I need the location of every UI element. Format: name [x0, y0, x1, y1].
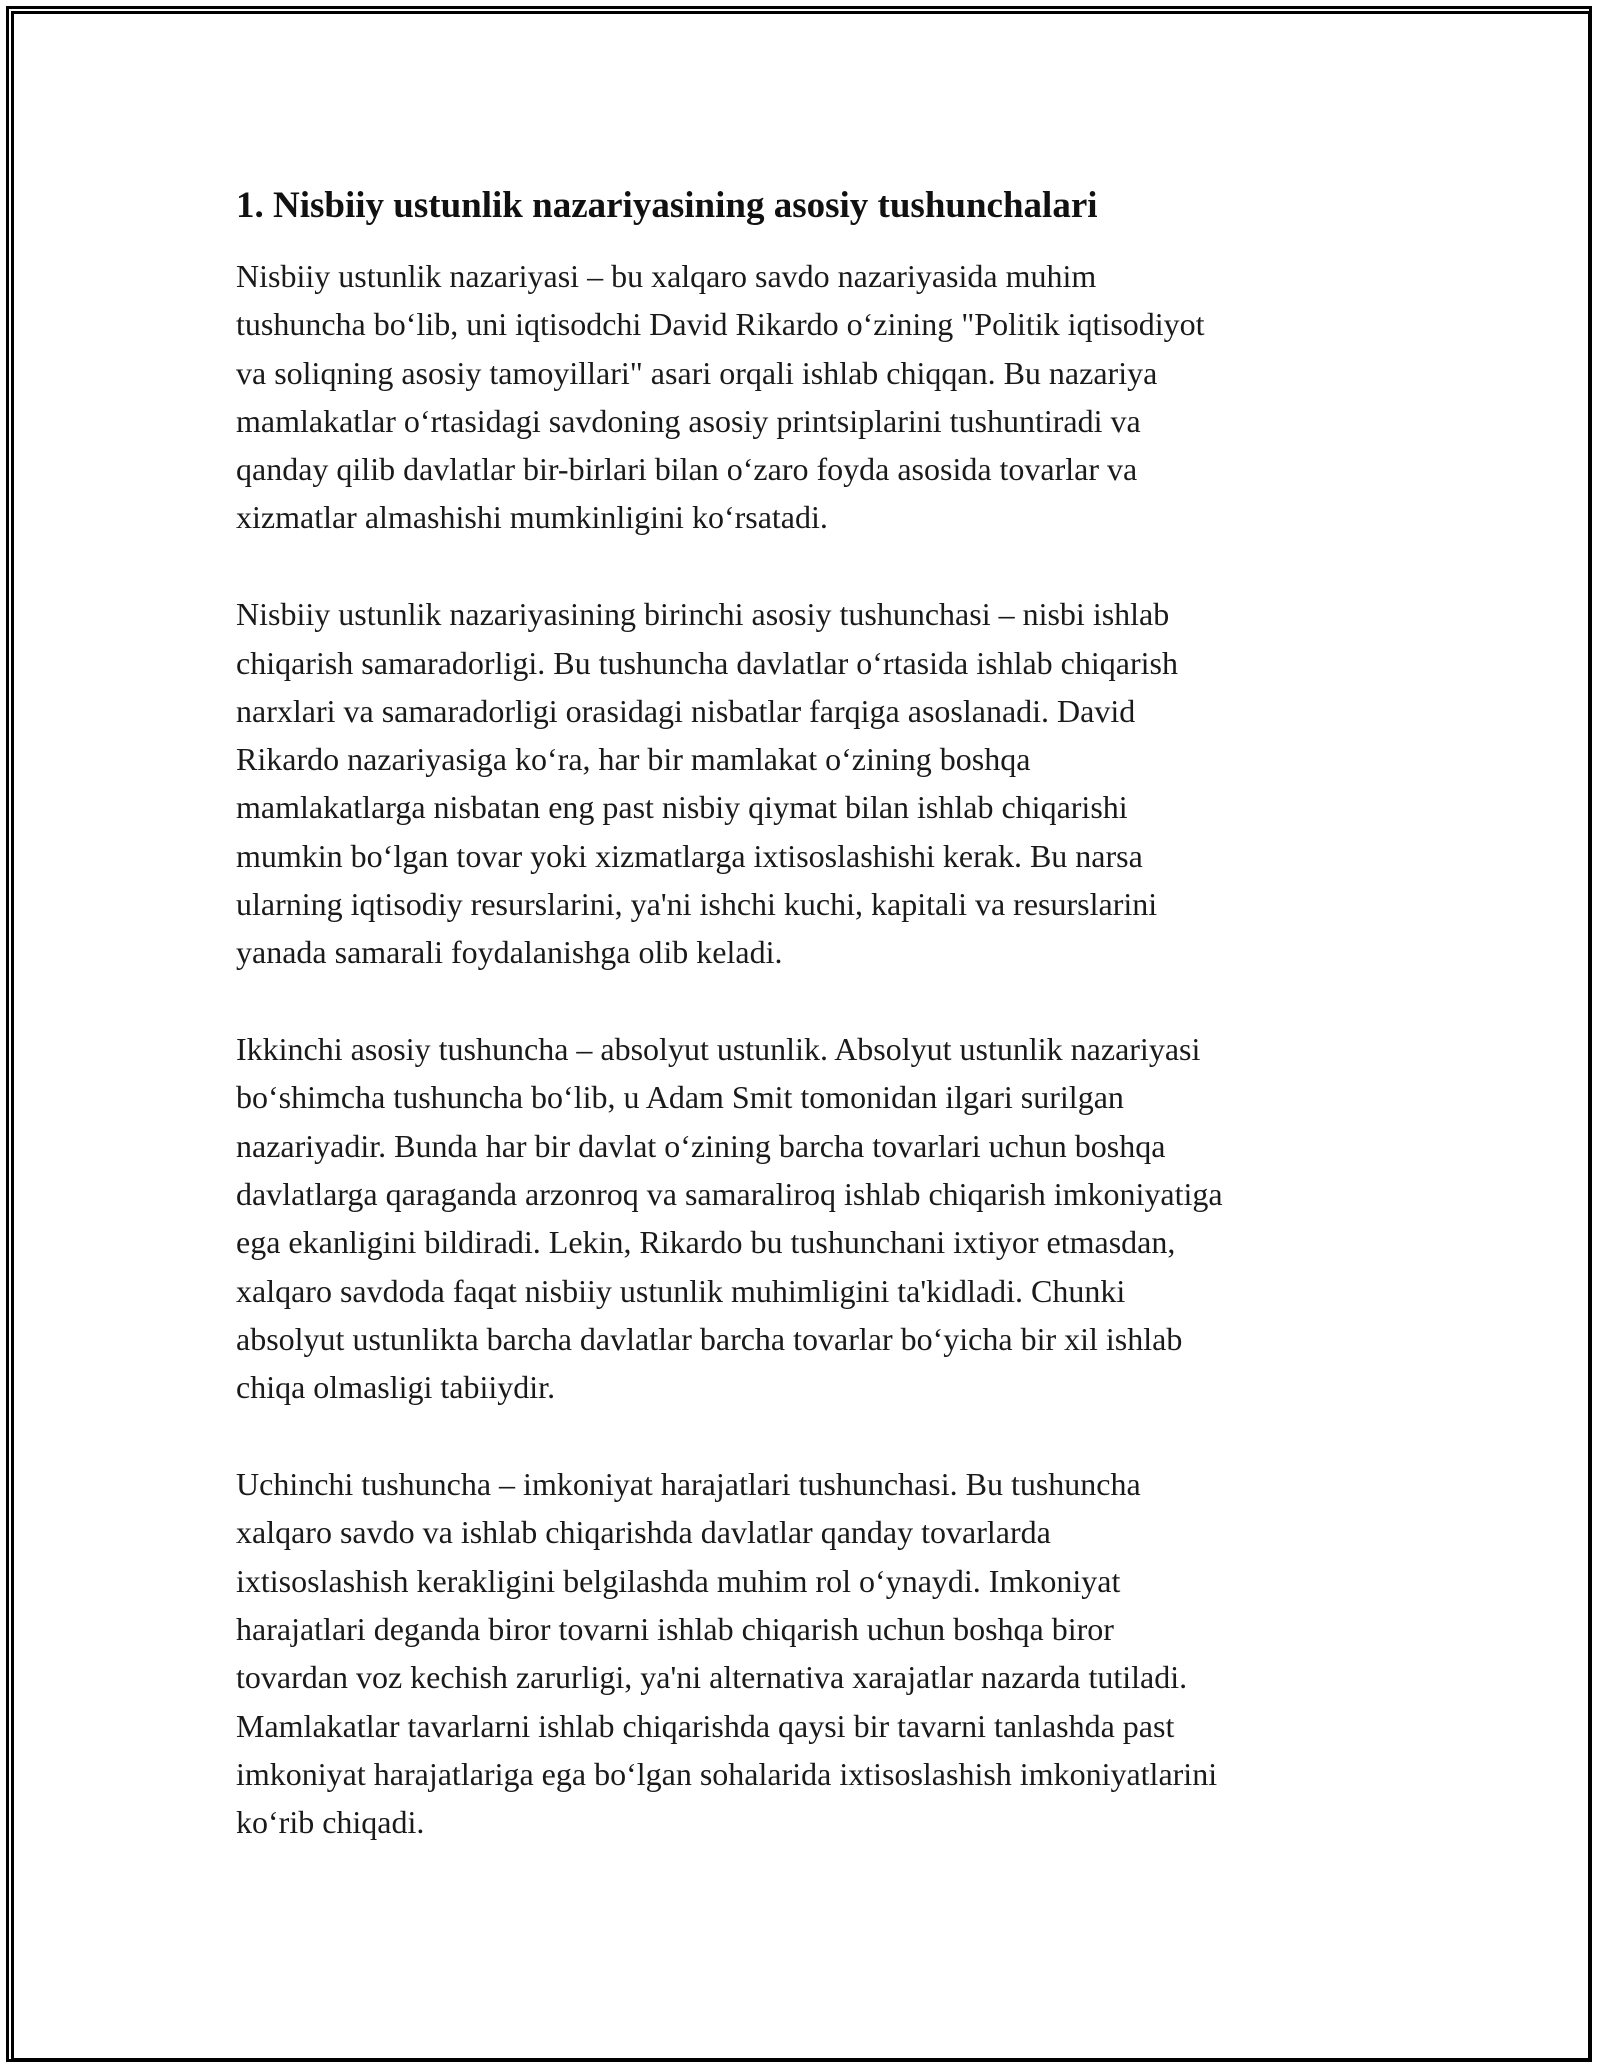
text-line: Nisbiiy ustunlik nazariyasining birinchi asosiy tushunchasi – nisbi ishlab	[236, 596, 1170, 633]
text-line: ixtisoslashish kerakligini belgilashda muhim rol o‘ynaydi. Imkoniyat	[236, 1562, 1121, 1599]
text-line: ega ekanligini bildiradi. Lekin, Rikardo bu tushunchani ixtiyor etmasdan,	[236, 1224, 1176, 1261]
text-line: chiqarish samaradorligi. Bu tushuncha davlatlar o‘rtasida ishlab chiqarish	[236, 644, 1178, 681]
text-line: xalqaro savdo va ishlab chiqarishda davlatlar qanday tovarlarda	[236, 1514, 1051, 1551]
text-line: xalqaro savdoda faqat nisbiiy ustunlik muhimligini ta'kidladi. Chunki	[236, 1272, 1126, 1309]
text-line: chiqa olmasligi tabiiydir.	[236, 1369, 556, 1406]
text-line: Rikardo nazariyasiga ko‘ra, har bir mamlakat o‘zining boshqa	[236, 741, 1031, 778]
text-line: tovardan voz kechish zarurligi, ya'ni alternativa xarajatlar nazarda tutiladi.	[236, 1659, 1188, 1696]
text-line: Mamlakatlar tavarlarni ishlab chiqarishda qaysi bir tavarni tanlashda past	[236, 1707, 1175, 1744]
text-line: ko‘rib chiqadi.	[236, 1804, 425, 1841]
paragraph-4	[236, 1460, 1376, 1846]
document-body	[236, 180, 1376, 1895]
text-line: bo‘shimcha tushuncha bo‘lib, u Adam Smit tomonidan ilgari surilgan	[236, 1079, 1124, 1116]
text-line: mamlakatlarga nisbatan eng past nisbiy qiymat bilan ishlab chiqarishi	[236, 789, 1128, 826]
paragraph-1	[236, 252, 1376, 542]
text-line: imkoniyat harajatlariga ega bo‘lgan sohalarida ixtisoslashish imkoniyatlarini	[236, 1755, 1218, 1792]
text-line: Nisbiiy ustunlik nazariyasi – bu xalqaro savdo nazariyasida muhim	[236, 258, 1097, 294]
text-line: ularning iqtisodiy resurslarini, ya'ni ishchi kuchi, kapitali va resurslarini	[236, 886, 1158, 923]
text-line: mamlakatlar o‘rtasidagi savdoning asosiy printsiplarini tushuntiradi va	[236, 402, 1141, 439]
text-line: va soliqning asosiy tamoyillari" asari orqali ishlab chiqqan. Bu nazariya	[236, 354, 1158, 391]
text-line: yanada samarali foydalanishga olib keladi.	[236, 934, 783, 971]
text-line: narxlari va samaradorligi orasidagi nisbatlar farqiga asoslanadi. David	[236, 692, 1136, 729]
page-title: 1. Nisbiiy ustunlik nazariyasining asosiy tushunchalari	[236, 185, 1098, 226]
text-line: mumkin bo‘lgan tovar yoki xizmatlarga ixtisoslashishi kerak. Bu narsa	[236, 837, 1143, 874]
text-line: davlatlarga qaraganda arzonroq va samaraliroq ishlab chiqarish imkoniyatiga	[236, 1176, 1223, 1213]
text-line: xizmatlar almashishi mumkinligini ko‘rsatadi.	[236, 499, 828, 536]
text-line: qanday qilib davlatlar bir-birlari bilan o‘zaro foyda asosida tovarlar va	[236, 451, 1138, 488]
paragraph-2	[236, 590, 1376, 976]
text-line: harajatlari deganda biror tovarni ishlab chiqarish uchun boshqa biror	[236, 1610, 1114, 1647]
text-line: tushuncha bo‘lib, uni iqtisodchi David Rikardo o‘zining "Politik iqtisodiyot	[236, 306, 1205, 343]
text-line: Uchinchi tushuncha – imkoniyat harajatlari tushunchasi. Bu tushuncha	[236, 1466, 1141, 1503]
text-line: absolyut ustunlikta barcha davlatlar barcha tovarlar bo‘yicha bir xil ishlab	[236, 1320, 1183, 1357]
text-line: nazariyadir. Bunda har bir davlat o‘zining barcha tovarlari uchun boshqa	[236, 1127, 1166, 1164]
paragraph-3	[236, 1025, 1376, 1411]
text-line: Ikkinchi asosiy tushuncha – absolyut ustunlik. Absolyut ustunlik nazariyasi	[236, 1031, 1201, 1068]
